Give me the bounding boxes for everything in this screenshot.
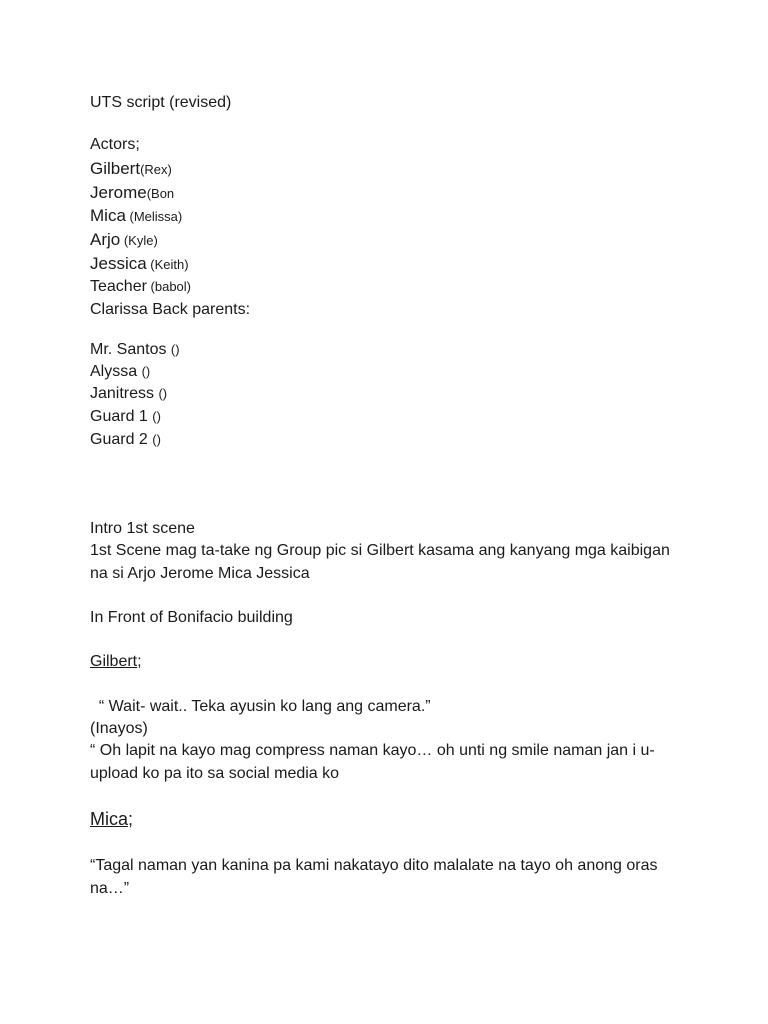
extra-name: Janitress	[90, 385, 159, 402]
dialogue-line: “Tagal naman yan kanina pa kami nakatayo dito malalate na tayo oh anong oras na…”	[90, 857, 658, 897]
actor-line	[90, 229, 158, 253]
back-parents-line: Clarissa Back parents:	[90, 301, 251, 318]
actor-name: Gilbert	[90, 159, 141, 178]
actor-line	[90, 253, 189, 277]
speaker-heading-gilbert	[90, 651, 142, 674]
speaker-heading-mica	[90, 808, 133, 831]
actor-line	[90, 276, 191, 299]
extra-role: ()	[152, 409, 161, 424]
extra-cast-line	[90, 406, 161, 429]
extra-name: Mr. Santos	[90, 341, 171, 358]
scene-intro: Intro 1st scene	[90, 520, 195, 537]
actor-line	[90, 158, 172, 182]
extra-cast-line	[90, 361, 150, 384]
actor-line	[90, 182, 174, 206]
scene-location: In Front of Bonifacio building	[90, 609, 293, 626]
extra-role: ()	[170, 342, 180, 357]
actors-heading: Actors;	[90, 136, 140, 153]
speaker-suffix: ;	[128, 809, 134, 829]
extra-name: Guard 1	[90, 408, 153, 425]
extra-name: Guard 2	[90, 431, 153, 448]
actor-role: (Bon	[146, 186, 175, 201]
actor-name: Jerome	[90, 183, 147, 202]
scene-description: 1st Scene mag ta-take ng Group pic si Gilbert kasama ang kanyang mga kaibigan na si Arjo Jerome Mica Jessica	[90, 542, 670, 582]
actor-name: Mica	[90, 206, 126, 225]
actor-name: Arjo	[90, 230, 121, 249]
speaker-suffix: ;	[137, 653, 142, 670]
dialogue-line: “ Oh lapit na kayo mag compress naman kayo… oh unti ng smile naman jan i u-upload ko pa ito sa social media ko	[90, 742, 655, 782]
extra-name: Alyssa	[90, 363, 142, 380]
dialogue-line: “ Wait- wait.. Teka ayusin ko lang ang camera.”	[90, 698, 431, 715]
extra-role: ()	[152, 432, 161, 447]
extra-cast-line	[90, 339, 180, 362]
actor-role: (Keith)	[146, 257, 189, 272]
extra-cast-line	[90, 429, 161, 452]
actor-line	[90, 205, 182, 229]
actor-role: (babol)	[146, 279, 191, 294]
stage-direction: (Inayos)	[90, 720, 148, 737]
extra-cast-line	[90, 383, 167, 406]
extra-role: ()	[141, 364, 151, 379]
actor-role: (Kyle)	[120, 233, 158, 248]
speaker-name: Gilbert	[90, 653, 138, 670]
document-title: UTS script (revised)	[90, 94, 232, 111]
actor-name: Jessica	[90, 254, 147, 273]
extra-role: ()	[158, 386, 168, 401]
actor-role: (Melissa)	[125, 209, 183, 224]
speaker-name: Mica	[90, 809, 129, 829]
actor-name: Teacher	[90, 278, 147, 295]
actor-role: (Rex)	[140, 162, 172, 177]
